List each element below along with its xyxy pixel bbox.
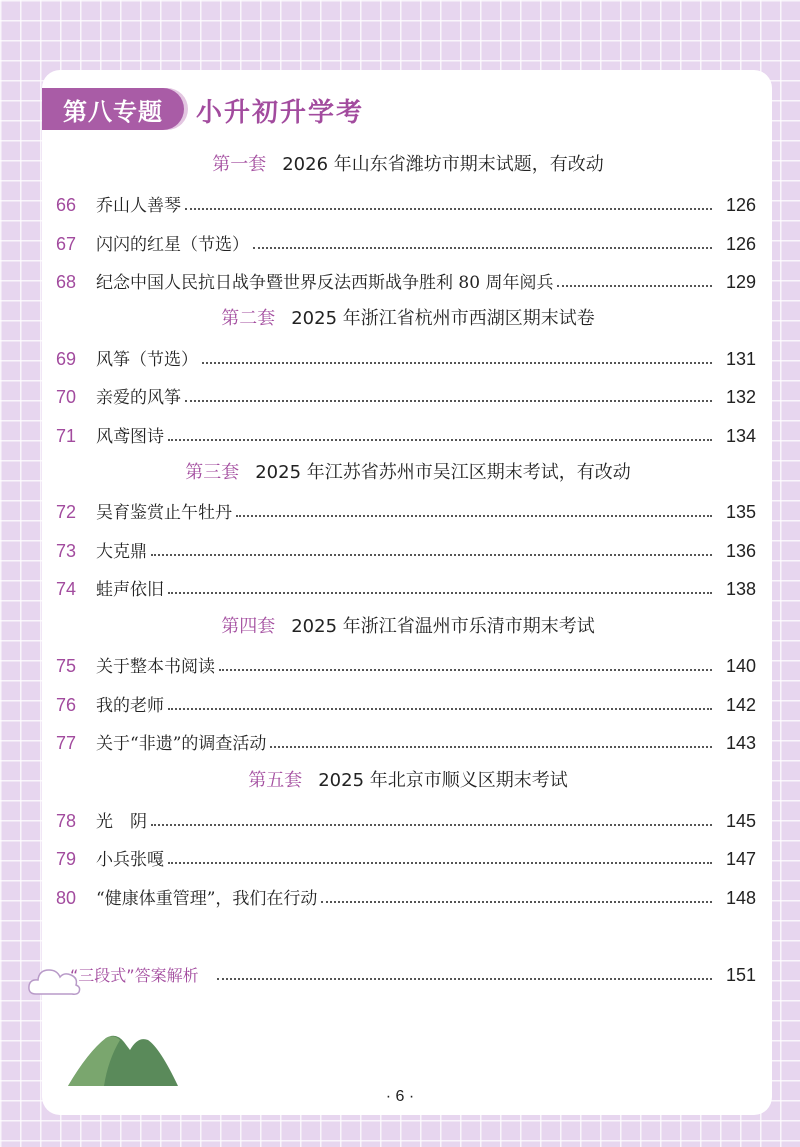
- entry-title: 小兵张嘎: [96, 850, 164, 870]
- set-label: 第五套: [248, 770, 303, 791]
- dot-leader: [270, 746, 712, 748]
- entry-page: 134: [725, 426, 756, 446]
- page-number: · 6 ·: [385, 1088, 415, 1105]
- entry-page: 132: [725, 387, 756, 407]
- entry-title: 光 阴: [96, 812, 147, 832]
- toc-entry[interactable]: [56, 382, 756, 408]
- dot-leader: [557, 285, 712, 287]
- entry-page: 142: [725, 695, 756, 715]
- entry-number: 69: [56, 349, 77, 369]
- toc-entry[interactable]: [56, 536, 756, 562]
- answer-page: 151: [725, 965, 756, 985]
- set-label: 第四套: [221, 616, 276, 637]
- entry-title: “健康体重管理”，我们在行动: [96, 889, 318, 909]
- dot-leader: [151, 824, 712, 826]
- entry-number: 71: [56, 426, 77, 446]
- set-source: 2025 年北京市顺义区期末考试: [318, 770, 568, 791]
- entry-title: 大克鼎: [96, 542, 147, 562]
- entry-page: 148: [725, 888, 756, 908]
- entry-page: 140: [725, 656, 756, 676]
- entry-page: 136: [725, 541, 756, 561]
- set-header: [56, 304, 760, 330]
- set-source: 2025 年浙江省温州市乐清市期末考试: [291, 616, 595, 637]
- entry-title: 我的老师: [96, 696, 164, 716]
- entry-number: 79: [56, 849, 77, 869]
- toc-entry[interactable]: [56, 344, 756, 370]
- entry-page: 135: [725, 502, 756, 522]
- set-header: [56, 612, 760, 638]
- set-header: [56, 150, 760, 176]
- entry-page: 147: [725, 849, 756, 869]
- answer-entry[interactable]: [70, 960, 756, 986]
- dot-leader: [185, 400, 712, 402]
- section-title: 小升初升学考: [196, 98, 365, 128]
- set-header: [56, 766, 760, 792]
- section-badge: 第八专题: [42, 88, 184, 130]
- entry-title: 关于“非遗”的调查活动: [96, 734, 267, 754]
- toc-entry[interactable]: [56, 728, 756, 754]
- toc-entry[interactable]: [56, 806, 756, 832]
- entry-number: 72: [56, 502, 77, 522]
- toc-entry[interactable]: [56, 421, 756, 447]
- dot-leader: [168, 592, 712, 594]
- set-label: 第三套: [185, 462, 240, 483]
- dot-leader: [321, 901, 712, 903]
- toc-entry[interactable]: [56, 883, 756, 909]
- entry-number: 67: [56, 234, 77, 254]
- entry-page: 131: [725, 349, 756, 369]
- set-source: 2025 年浙江省杭州市西湖区期末试卷: [291, 308, 595, 329]
- toc-entry[interactable]: [56, 497, 756, 523]
- entry-number: 75: [56, 656, 77, 676]
- entry-number: 76: [56, 695, 77, 715]
- entry-page: 129: [725, 272, 756, 292]
- entry-title: 风筝（节选）: [96, 350, 198, 370]
- toc-entry[interactable]: [56, 844, 756, 870]
- entry-page: 138: [725, 579, 756, 599]
- entry-title: 闪闪的红星（节选）: [96, 235, 249, 255]
- dot-leader: [219, 669, 712, 671]
- dot-leader: [168, 439, 712, 441]
- entry-number: 74: [56, 579, 77, 599]
- entry-number: 70: [56, 387, 77, 407]
- set-label: 第二套: [221, 308, 276, 329]
- toc-entry[interactable]: [56, 267, 756, 293]
- toc-entry[interactable]: [56, 574, 756, 600]
- entry-number: 68: [56, 272, 77, 292]
- entry-title: 乔山人善琴: [96, 196, 181, 216]
- dot-leader: [168, 862, 712, 864]
- entry-title: 关于整本书阅读: [96, 657, 215, 677]
- toc-entry[interactable]: [56, 190, 756, 216]
- set-label: 第一套: [212, 154, 267, 175]
- dot-leader: [168, 708, 712, 710]
- dot-leader: [151, 554, 712, 556]
- entry-title: 亲爱的风筝: [96, 388, 181, 408]
- entry-page: 143: [725, 733, 756, 753]
- toc-entry[interactable]: [56, 651, 756, 677]
- entry-number: 80: [56, 888, 77, 908]
- answer-title: “三段式”答案解析: [70, 966, 199, 985]
- entry-number: 73: [56, 541, 77, 561]
- entry-number: 78: [56, 811, 77, 831]
- set-source: 2025 年江苏省苏州市吴江区期末考试，有改动: [255, 462, 631, 483]
- entry-title: 纪念中国人民抗日战争暨世界反法西斯战争胜利 80 周年阅兵: [96, 273, 554, 293]
- set-source: 2026 年山东省潍坊市期末试题，有改动: [282, 154, 604, 175]
- dot-leader: [217, 978, 712, 980]
- set-header: [56, 458, 760, 484]
- dot-leader: [185, 208, 712, 210]
- entry-title: 风鸢图诗: [96, 427, 164, 447]
- entry-number: 77: [56, 733, 77, 753]
- entry-page: 126: [725, 234, 756, 254]
- dot-leader: [236, 515, 712, 517]
- entry-title: 吴育鉴赏止午牡丹: [96, 503, 232, 523]
- mountain-icon: [68, 1030, 178, 1086]
- dot-leader: [202, 362, 712, 364]
- dot-leader: [253, 247, 712, 249]
- entry-number: 66: [56, 195, 77, 215]
- entry-page: 145: [725, 811, 756, 831]
- toc-entry[interactable]: [56, 229, 756, 255]
- entry-title: 蛙声依旧: [96, 580, 164, 600]
- toc-entry[interactable]: [56, 690, 756, 716]
- entry-page: 126: [725, 195, 756, 215]
